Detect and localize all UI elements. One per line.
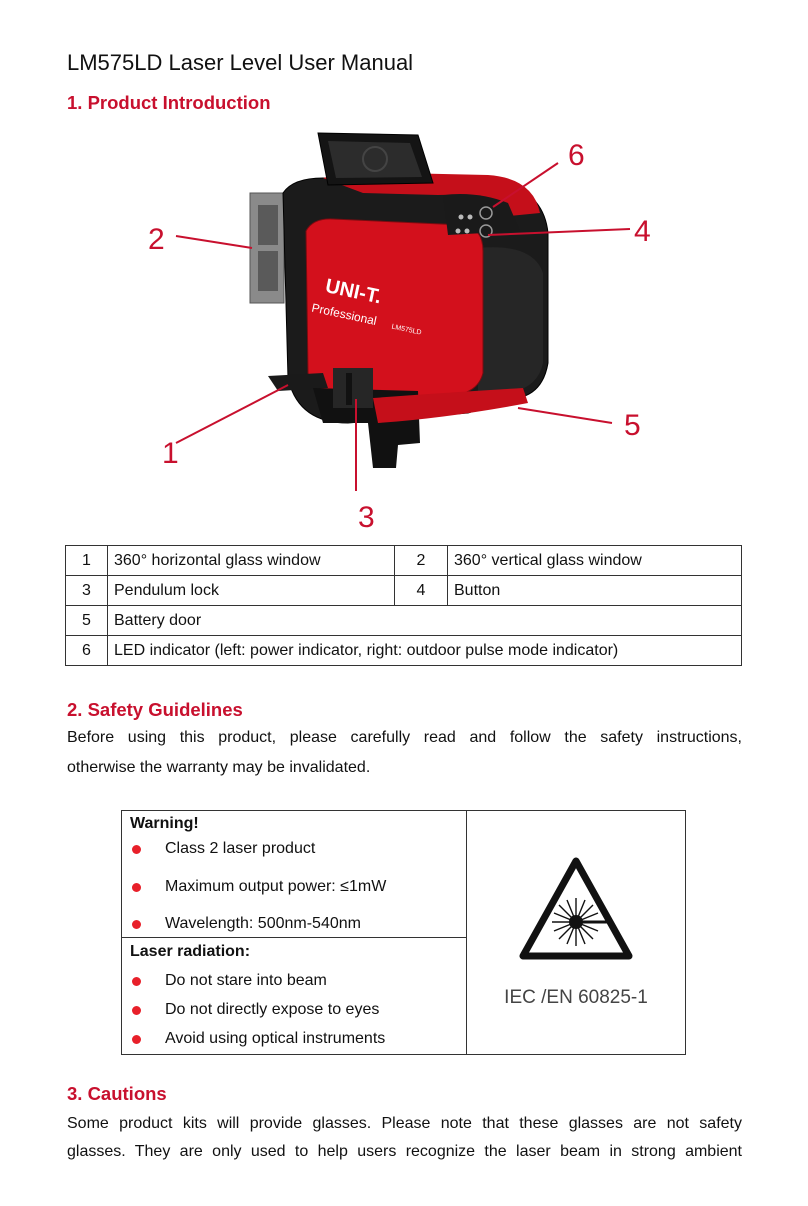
brand-logo: UNI-T.: [323, 275, 384, 309]
warning-box: [121, 810, 686, 1055]
warning-item: Class 2 laser product: [165, 840, 316, 857]
divider: [122, 937, 466, 938]
callout-5: 5: [624, 409, 641, 442]
part-description: Battery door: [108, 606, 742, 636]
table-row: [66, 546, 742, 576]
side-grip: [478, 247, 543, 399]
brand-subtitle: Professional: [310, 300, 378, 329]
warning-item: Maximum output power: ≤1mW: [165, 878, 387, 895]
table-row: [66, 606, 742, 636]
callout-1: 1: [162, 437, 179, 470]
product-figure: [148, 123, 660, 533]
bullet-icon: [132, 1035, 141, 1044]
part-number: 4: [395, 576, 448, 606]
part-description: 360° horizontal glass window: [108, 546, 395, 576]
standard-label: IEC /EN 60825-1: [504, 987, 648, 1008]
section-heading-product-introduction: 1. Product Introduction: [67, 92, 271, 113]
part-description: LED indicator (left: power indicator, right: outdoor pulse mode indicator): [108, 636, 742, 666]
radiation-title: Laser radiation:: [130, 943, 251, 960]
list-item: [130, 840, 315, 858]
list-item: [130, 915, 361, 933]
callout-4: 4: [634, 215, 651, 248]
table-row: [66, 636, 742, 666]
model-mark: LM575LD: [390, 323, 422, 337]
callout-6: 6: [568, 139, 585, 172]
section-heading-cautions: 3. Cautions: [67, 1083, 167, 1104]
bullet-icon: [132, 845, 141, 854]
bullet-icon: [132, 920, 141, 929]
parts-table: [65, 545, 742, 666]
top-window-block: [318, 133, 433, 185]
radiation-item: Do not stare into beam: [165, 972, 327, 989]
radiation-item: Do not directly expose to eyes: [165, 1001, 380, 1018]
safety-intro-line-1: Before using this product, please carefully read and follow the safety instructions,: [67, 729, 742, 746]
callout-2: 2: [148, 223, 165, 256]
warning-text-cell: [122, 811, 467, 1054]
list-item: [130, 878, 386, 896]
part-number: 3: [66, 576, 108, 606]
warning-item: Wavelength: 500nm-540nm: [165, 915, 361, 932]
safety-intro-line-2: otherwise the warranty may be invalidated.: [67, 759, 371, 776]
part-description: Pendulum lock: [108, 576, 395, 606]
part-description: 360° vertical glass window: [448, 546, 742, 576]
document-title: LM575LD Laser Level User Manual: [67, 50, 414, 75]
section-heading-safety-guidelines: 2. Safety Guidelines: [67, 699, 243, 720]
part-number: 2: [395, 546, 448, 576]
callout-3: 3: [358, 501, 375, 533]
cautions-line-2: glasses. They are only used to help users recognize the laser beam in strong ambient: [67, 1143, 742, 1160]
list-item: [130, 1001, 379, 1019]
part-description: Button: [448, 576, 742, 606]
cautions-line-1: Some product kits will provide glasses. Please note that these glasses are not safety: [67, 1115, 742, 1132]
list-item: [130, 972, 327, 990]
bullet-icon: [132, 883, 141, 892]
part-number: 5: [66, 606, 108, 636]
warning-title: Warning!: [130, 815, 199, 832]
part-number: 1: [66, 546, 108, 576]
part-number: 6: [66, 636, 108, 666]
bullet-icon: [132, 977, 141, 986]
bullet-icon: [132, 1006, 141, 1015]
table-row: [66, 576, 742, 606]
rear-bracket: [250, 193, 284, 303]
laser-symbol-cell: [467, 811, 685, 1054]
laser-warning-icon: [467, 811, 685, 1054]
list-item: [130, 1030, 385, 1048]
radiation-item: Avoid using optical instruments: [165, 1030, 386, 1047]
